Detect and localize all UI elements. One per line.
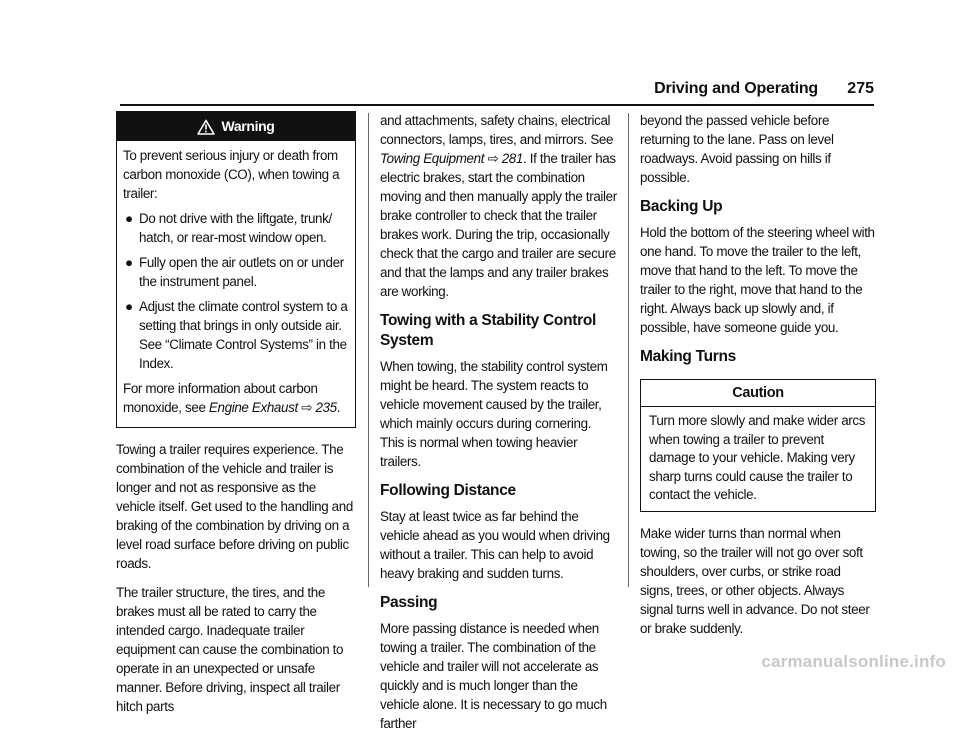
column-3 — [640, 111, 876, 648]
caution-title: Caution — [641, 380, 875, 407]
heading-backing-up: Backing Up — [640, 198, 723, 215]
column-2 — [380, 111, 618, 743]
column-divider — [628, 113, 629, 587]
list-item: ● Do not drive with the liftgate, trunk/ hatch, or rear-most window open. — [125, 211, 332, 245]
column-divider — [368, 113, 369, 587]
section-title: Driving and Operating — [654, 80, 818, 97]
bullet-icon: ● — [125, 211, 133, 226]
column-1 — [116, 111, 356, 726]
paragraph: Stay at least twice as far behind the vehicle ahead as you would when driving without a trailer. This can help to avoid heavy braking and sudden turns. — [380, 509, 610, 581]
page-header — [120, 78, 874, 106]
paragraph: beyond the passed vehicle before returning to the lane. Pass on level roadways. Avoid passing on hills if possible. — [640, 113, 834, 185]
paragraph: Towing a trailer requires experience. The combination of the vehicle and trailer is longer and not as responsive as the vehicle itself. Get used to the handling and braking of the combination by driving on a level road surface before driving on public roads. — [116, 442, 353, 571]
warning-list — [123, 209, 349, 373]
page-ref: 235 — [315, 400, 337, 415]
warning-box — [116, 111, 356, 428]
paragraph: The trailer structure, the tires, and the brakes must all be rated to carry the intended cargo. Inadequate trailer equipment can cause the combination to operate in an unexpected or unsafe manner. Before driving, inspect all trailer hitch parts — [116, 585, 344, 714]
caution-text: Turn more slowly and make wider arcs when towing a trailer to prevent damage to your vehicle. Making very sharp turns could cause the trailer to contact the vehicle. — [649, 413, 866, 502]
heading-stability-control: Towing with a Stability Control System — [380, 312, 597, 349]
heading-passing: Passing — [380, 594, 438, 611]
page-number: 275 — [847, 80, 874, 97]
heading-following-distance: Following Distance — [380, 482, 516, 499]
warning-body — [117, 141, 355, 427]
warning-intro: To prevent serious injury or death from carbon monoxide (CO), when towing a trailer: — [123, 148, 340, 201]
bullet-icon: ● — [125, 255, 133, 270]
watermark: carmanualsonline.info — [761, 652, 946, 671]
ref-arrow-icon: ⇨ — [301, 400, 313, 415]
ref-arrow-icon: ⇨ — [487, 151, 499, 166]
warning-title: Warning — [221, 118, 275, 134]
heading-making-turns: Making Turns — [640, 348, 737, 365]
list-item: ● Fully open the air outlets on or under the instrument panel. — [125, 255, 344, 289]
warning-header — [117, 112, 355, 141]
paragraph: and attachments, safety chains, electrical connectors, lamps, tires, and mirrors. See Towing Equipment ⇨ 281. If the trailer has electric brakes, start the combination moving and then manually apply the trailer brake controller to check that the trailer brakes work. During the trip, occasionally check that the cargo and trailer are secure and that the lamps and any trailer brakes are working. — [380, 113, 617, 299]
warning-outro: For more information about carbon monoxide, see Engine Exhaust ⇨ 235. — [123, 381, 341, 415]
caution-box — [640, 379, 876, 512]
warning-triangle-icon — [197, 119, 215, 135]
engine-exhaust-link[interactable]: Engine Exhaust — [208, 400, 298, 415]
paragraph: More passing distance is needed when towing a trailer. The combination of the vehicle and trailer will not accelerate as quickly and is much longer than the vehicle alone. It is necessary to go much farther — [380, 621, 607, 731]
paragraph: When towing, the stability control system might be heard. The system reacts to vehicle movement caused by the trailer, which mainly occurs during cornering. This is normal when towing heavier trailers. — [380, 359, 608, 469]
page-ref: 281 — [501, 151, 523, 166]
paragraph: Hold the bottom of the steering wheel with one hand. To move the trailer to the left, move that hand to the left. To move the trailer to the right, move that hand to the right. Always back up slowly and, if possible, have someone guide you. — [640, 225, 875, 335]
bullet-icon: ● — [125, 299, 133, 314]
towing-equipment-link[interactable]: Towing Equipment — [380, 151, 485, 166]
list-item: ● Adjust the climate control system to a setting that brings in only outside air. See “Climate Control Systems” in the Index. — [125, 299, 348, 371]
paragraph: Make wider turns than normal when towing, so the trailer will not go over soft shoulders, over curbs, or strike road signs, trees, or other objects. Always signal turns well in advance. Do not steer or brake suddenly. — [640, 525, 870, 636]
